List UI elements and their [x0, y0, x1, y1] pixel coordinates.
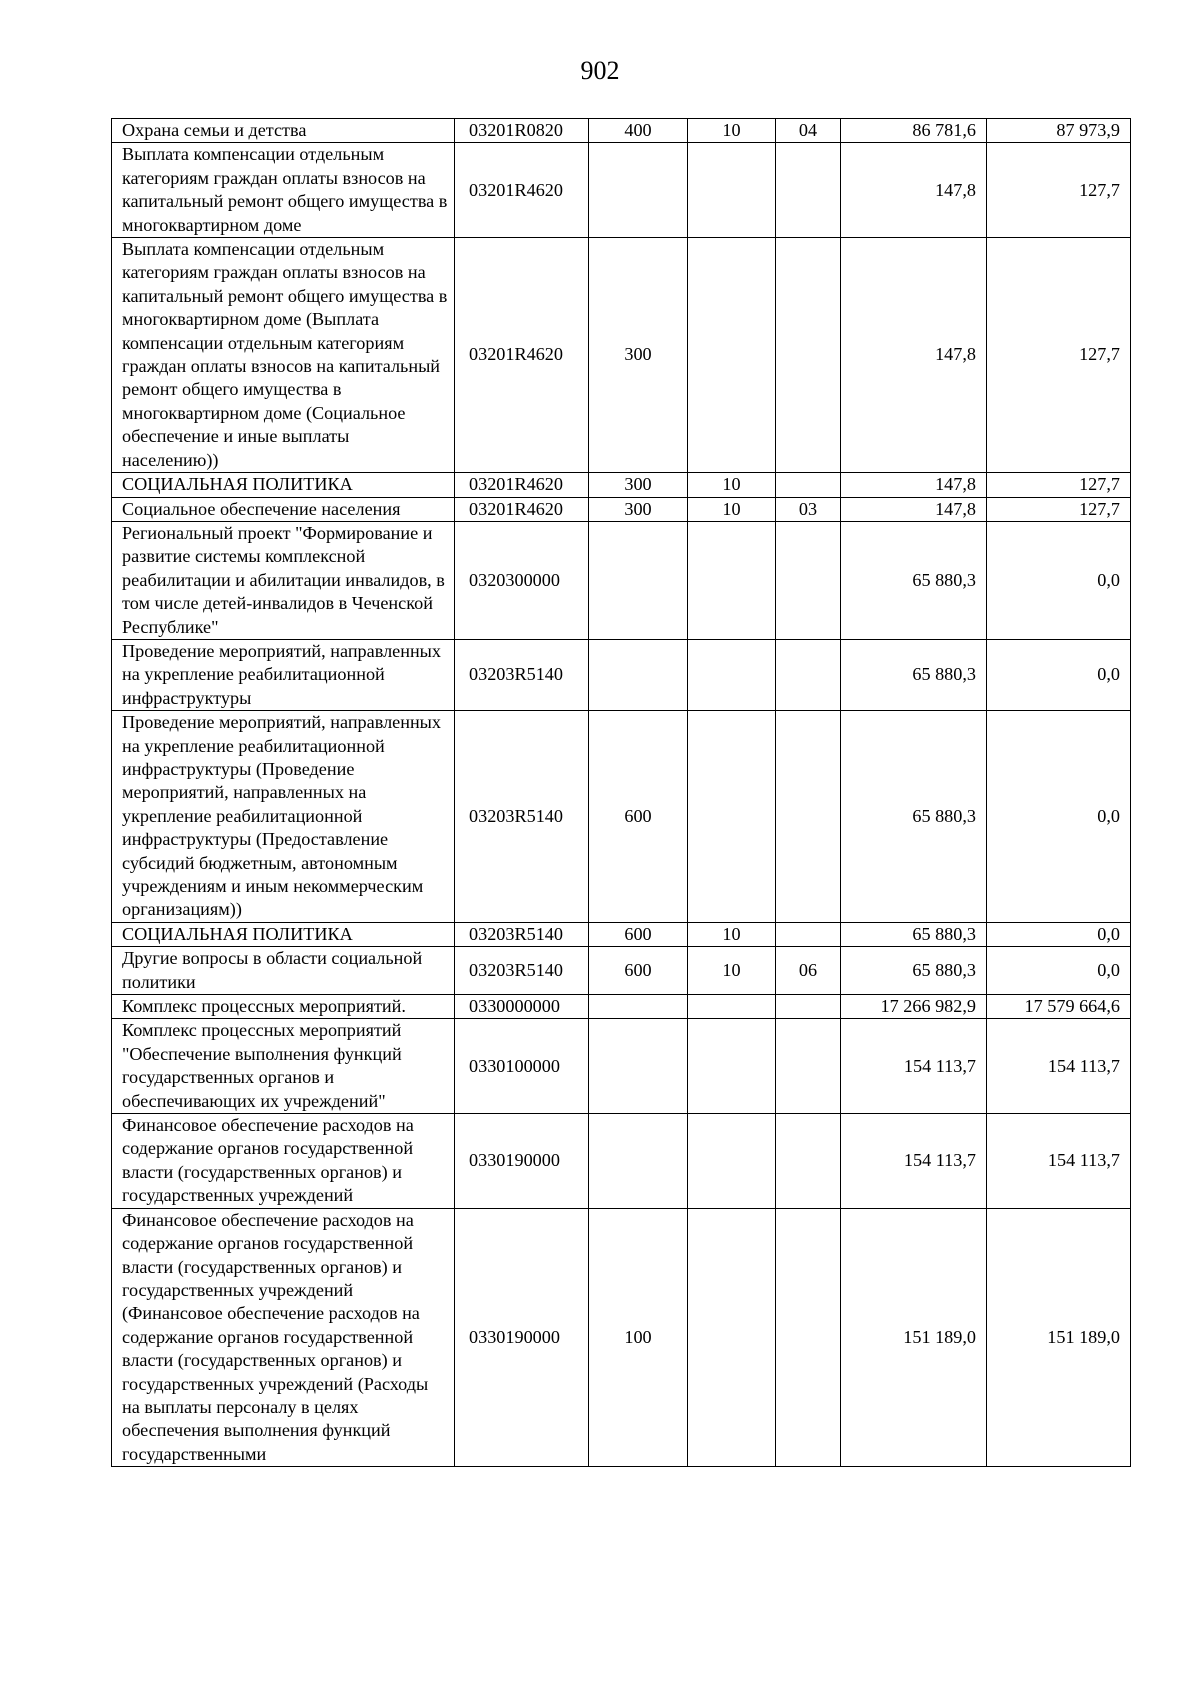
- row-name-cell: Другие вопросы в области социальной политики: [112, 947, 455, 995]
- row-code-cell: 03201R4620: [455, 497, 589, 521]
- row-sum-year2-cell: 154 113,7: [987, 1019, 1131, 1114]
- row-code-cell: 03201R4620: [455, 473, 589, 497]
- row-sum-year1-cell: 147,8: [841, 238, 987, 473]
- row-section-cell: [688, 639, 776, 710]
- row-code-cell: 0320300000: [455, 521, 589, 639]
- row-expense-type-cell: [589, 995, 688, 1019]
- row-code-cell: 03203R5140: [455, 947, 589, 995]
- table-row: [112, 143, 1131, 238]
- row-subsection-cell: 03: [776, 497, 841, 521]
- row-section-cell: [688, 1114, 776, 1209]
- row-name-cell: Комплекс процессных мероприятий "Обеспечение выполнения функций государственных органов и обеспечивающих их учреждений": [112, 1019, 455, 1114]
- row-subsection-cell: [776, 639, 841, 710]
- row-sum-year2-cell: 0,0: [987, 639, 1131, 710]
- row-expense-type-cell: [589, 1019, 688, 1114]
- row-code-cell: 0330100000: [455, 1019, 589, 1114]
- row-sum-year2-cell: 0,0: [987, 947, 1131, 995]
- row-expense-type-cell: 100: [589, 1208, 688, 1466]
- row-expense-type-cell: [589, 639, 688, 710]
- row-sum-year1-cell: 65 880,3: [841, 922, 987, 946]
- row-sum-year1-cell: 147,8: [841, 497, 987, 521]
- table-row: [112, 497, 1131, 521]
- table-row: [112, 1019, 1131, 1114]
- row-code-cell: 0330190000: [455, 1208, 589, 1466]
- row-sum-year1-cell: 154 113,7: [841, 1019, 987, 1114]
- row-name-cell: Финансовое обеспечение расходов на содержание органов государственной власти (государственных органов) и государственных учреждений: [112, 1114, 455, 1209]
- row-name-cell: СОЦИАЛЬНАЯ ПОЛИТИКА: [112, 473, 455, 497]
- budget-table: [111, 118, 1131, 1467]
- row-code-cell: 03201R0820: [455, 119, 589, 143]
- row-expense-type-cell: [589, 1114, 688, 1209]
- row-name-cell: Охрана семьи и детства: [112, 119, 455, 143]
- row-sum-year2-cell: 127,7: [987, 497, 1131, 521]
- row-subsection-cell: [776, 1019, 841, 1114]
- row-sum-year2-cell: 127,7: [987, 473, 1131, 497]
- table-row: [112, 922, 1131, 946]
- row-subsection-cell: [776, 238, 841, 473]
- table-row: [112, 1208, 1131, 1466]
- row-name-cell: СОЦИАЛЬНАЯ ПОЛИТИКА: [112, 922, 455, 946]
- row-code-cell: 03201R4620: [455, 143, 589, 238]
- table-row: [112, 521, 1131, 639]
- row-section-cell: 10: [688, 119, 776, 143]
- row-section-cell: [688, 1019, 776, 1114]
- row-section-cell: 10: [688, 947, 776, 995]
- row-section-cell: [688, 1208, 776, 1466]
- row-sum-year1-cell: 154 113,7: [841, 1114, 987, 1209]
- row-sum-year2-cell: 127,7: [987, 238, 1131, 473]
- row-subsection-cell: [776, 473, 841, 497]
- row-subsection-cell: [776, 995, 841, 1019]
- row-section-cell: 10: [688, 473, 776, 497]
- row-name-cell: Проведение мероприятий, направленных на укрепление реабилитационной инфраструктуры: [112, 639, 455, 710]
- row-subsection-cell: [776, 1208, 841, 1466]
- row-name-cell: Выплата компенсации отдельным категориям граждан оплаты взносов на капитальный ремонт общего имущества в многоквартирном доме (Выплата компенсации отдельным категориям граждан оплаты взносов на капитальный ремонт общего имущества в многоквартирном доме (Социальное обеспечение и иные выплаты населению)): [112, 238, 455, 473]
- row-sum-year1-cell: 86 781,6: [841, 119, 987, 143]
- row-sum-year2-cell: 154 113,7: [987, 1114, 1131, 1209]
- row-name-cell: Проведение мероприятий, направленных на укрепление реабилитационной инфраструктуры (Проведение мероприятий, направленных на укрепление реабилитационной инфраструктуры (Предоставление субсидий бюджетным, автономным учреждениям и иным некоммерческим организациям)): [112, 711, 455, 923]
- row-sum-year2-cell: 151 189,0: [987, 1208, 1131, 1466]
- row-expense-type-cell: 600: [589, 947, 688, 995]
- row-expense-type-cell: 300: [589, 238, 688, 473]
- row-sum-year2-cell: 0,0: [987, 521, 1131, 639]
- row-sum-year1-cell: 65 880,3: [841, 639, 987, 710]
- table-row: [112, 711, 1131, 923]
- row-expense-type-cell: 400: [589, 119, 688, 143]
- page-number: 902: [580, 56, 620, 85]
- row-expense-type-cell: 600: [589, 922, 688, 946]
- row-subsection-cell: [776, 521, 841, 639]
- row-expense-type-cell: 600: [589, 711, 688, 923]
- row-subsection-cell: [776, 1114, 841, 1209]
- row-name-cell: Комплекс процессных мероприятий.: [112, 995, 455, 1019]
- row-sum-year2-cell: 127,7: [987, 143, 1131, 238]
- row-code-cell: 0330000000: [455, 995, 589, 1019]
- row-section-cell: [688, 143, 776, 238]
- table-body: [112, 119, 1131, 1467]
- table-row: [112, 119, 1131, 143]
- row-section-cell: 10: [688, 922, 776, 946]
- row-code-cell: 03201R4620: [455, 238, 589, 473]
- row-subsection-cell: 06: [776, 947, 841, 995]
- row-subsection-cell: [776, 922, 841, 946]
- table-row: [112, 947, 1131, 995]
- row-name-cell: Выплата компенсации отдельным категориям граждан оплаты взносов на капитальный ремонт общего имущества в многоквартирном доме: [112, 143, 455, 238]
- row-sum-year2-cell: 17 579 664,6: [987, 995, 1131, 1019]
- row-sum-year2-cell: 0,0: [987, 922, 1131, 946]
- row-code-cell: 03203R5140: [455, 922, 589, 946]
- row-code-cell: 03203R5140: [455, 711, 589, 923]
- row-sum-year1-cell: 17 266 982,9: [841, 995, 987, 1019]
- row-sum-year1-cell: 65 880,3: [841, 947, 987, 995]
- table-row: [112, 473, 1131, 497]
- row-subsection-cell: [776, 143, 841, 238]
- row-expense-type-cell: 300: [589, 497, 688, 521]
- row-code-cell: 03203R5140: [455, 639, 589, 710]
- table-row: [112, 1114, 1131, 1209]
- row-sum-year1-cell: 147,8: [841, 143, 987, 238]
- row-section-cell: [688, 711, 776, 923]
- row-sum-year1-cell: 147,8: [841, 473, 987, 497]
- row-expense-type-cell: [589, 143, 688, 238]
- table-row: [112, 639, 1131, 710]
- row-sum-year1-cell: 151 189,0: [841, 1208, 987, 1466]
- row-expense-type-cell: [589, 521, 688, 639]
- row-name-cell: Финансовое обеспечение расходов на содержание органов государственной власти (государственных органов) и государственных учреждений (Финансовое обеспечение расходов на содержание органов государственной власти (государственных органов) и государственных учреждений (Расходы на выплаты персоналу в целях обеспечения выполнения функций государственными: [112, 1208, 455, 1466]
- row-section-cell: 10: [688, 497, 776, 521]
- table-row: [112, 238, 1131, 473]
- row-name-cell: Региональный проект "Формирование и развитие системы комплексной реабилитации и абилитации инвалидов, в том числе детей-инвалидов в Чеченской Республике": [112, 521, 455, 639]
- row-sum-year1-cell: 65 880,3: [841, 521, 987, 639]
- row-sum-year1-cell: 65 880,3: [841, 711, 987, 923]
- row-code-cell: 0330190000: [455, 1114, 589, 1209]
- row-section-cell: [688, 238, 776, 473]
- row-sum-year2-cell: 0,0: [987, 711, 1131, 923]
- row-expense-type-cell: 300: [589, 473, 688, 497]
- row-name-cell: Социальное обеспечение населения: [112, 497, 455, 521]
- row-subsection-cell: [776, 711, 841, 923]
- row-section-cell: [688, 521, 776, 639]
- row-sum-year2-cell: 87 973,9: [987, 119, 1131, 143]
- row-section-cell: [688, 995, 776, 1019]
- row-subsection-cell: 04: [776, 119, 841, 143]
- table-row: [112, 995, 1131, 1019]
